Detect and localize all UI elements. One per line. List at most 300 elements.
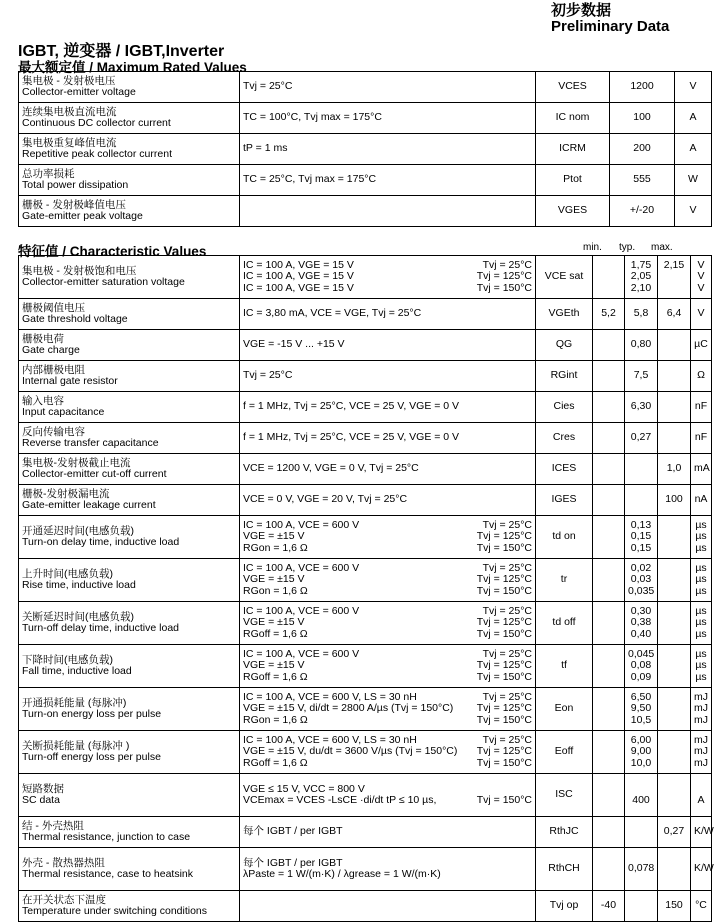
symbol-text: ISC xyxy=(555,788,573,801)
max-value xyxy=(661,531,687,543)
unit-cell xyxy=(691,891,712,922)
max-cell xyxy=(658,299,691,330)
typ-value: 6,30 xyxy=(630,400,652,413)
param-name-en: Internal gate resistor xyxy=(22,375,118,387)
param-name-en: Reverse transfer capacitance xyxy=(22,437,159,449)
table-row xyxy=(19,774,712,817)
max-value xyxy=(661,574,687,586)
param-name-cn: 反向传输电容 xyxy=(22,425,85,438)
symbol-cell xyxy=(536,516,593,559)
unit-value: nF xyxy=(694,400,708,413)
condition-cell xyxy=(240,688,536,731)
max-rated-table xyxy=(18,71,712,227)
min-cell xyxy=(593,602,625,645)
condition-text xyxy=(243,205,532,217)
min-value xyxy=(596,746,621,758)
unit-value: V xyxy=(697,307,705,320)
min-value xyxy=(596,574,621,586)
temperature-text: Tvj = 150°C xyxy=(476,541,532,554)
symbol-cell xyxy=(536,688,593,731)
unit-cell xyxy=(691,774,712,817)
max-value xyxy=(661,432,687,444)
condition-text: VGE ≤ 15 V, VCC = 800 V xyxy=(243,782,365,795)
temperature-text xyxy=(529,900,532,912)
condition-line xyxy=(243,432,532,444)
condition-text: VGE = ±15 V xyxy=(243,530,305,543)
param-name-en: Gate threshold voltage xyxy=(22,313,128,325)
temperature-text: Tvj = 125°C xyxy=(476,530,532,543)
param-name-en: Total power dissipation xyxy=(22,179,129,191)
unit-text: V xyxy=(689,204,697,217)
max-cell xyxy=(658,774,691,817)
param-name-cn: 开通损耗能量 (每脉冲) xyxy=(22,696,127,709)
table-row xyxy=(19,645,712,688)
param-name-en: Fall time, inductive load xyxy=(22,665,132,677)
symbol-text: Cres xyxy=(552,431,576,444)
unit-cell xyxy=(691,848,712,891)
table-row xyxy=(19,848,712,891)
table-row xyxy=(19,361,712,392)
temperature-text: Tvj = 150°C xyxy=(476,670,532,683)
symbol-cell xyxy=(536,423,593,454)
value-cell xyxy=(610,134,675,165)
condition-line xyxy=(243,900,532,912)
param-name-en: Thermal resistance, junction to case xyxy=(22,831,191,843)
unit-value: mJ xyxy=(694,702,708,715)
typ-value: 400 xyxy=(632,794,650,806)
min-value xyxy=(596,660,621,672)
param-name-cell xyxy=(19,423,240,454)
condition-line xyxy=(243,401,532,413)
param-name-cell xyxy=(19,559,240,602)
min-value xyxy=(596,271,621,283)
max-value xyxy=(661,660,687,672)
unit-value: nA xyxy=(694,493,708,506)
max-value: 100 xyxy=(665,493,683,506)
condition-text: f = 1 MHz, Tvj = 25°C, VCE = 25 V, VGE = 0 V xyxy=(243,400,460,413)
table-row xyxy=(19,330,712,361)
temperature-text: Tvj = 25°C xyxy=(482,690,532,703)
unit-value: µs xyxy=(695,616,707,629)
table-row xyxy=(19,299,712,330)
unit-value: µs xyxy=(695,627,707,640)
param-name-cell xyxy=(19,891,240,922)
param-name-cn: 连续集电极直流电流 xyxy=(22,105,117,118)
condition-line xyxy=(243,339,532,351)
unit-value: µs xyxy=(695,518,707,531)
unit-cell xyxy=(691,602,712,645)
param-name-cell xyxy=(19,645,240,688)
param-name-en: Turn-off delay time, inductive load xyxy=(22,622,179,634)
max-value: 150 xyxy=(665,899,683,912)
unit-value: °C xyxy=(695,899,707,912)
temperature-text xyxy=(529,308,532,320)
param-name-cell xyxy=(19,256,240,299)
unit-cell xyxy=(675,196,712,227)
max-value: 1,0 xyxy=(666,462,682,475)
typ-cell xyxy=(625,731,658,774)
unit-cell xyxy=(675,103,712,134)
condition-text: RGoff = 1,6 Ω xyxy=(243,756,308,769)
max-cell xyxy=(658,602,691,645)
max-cell xyxy=(658,645,691,688)
condition-text: Tvj = 25°C xyxy=(243,80,293,93)
param-name-cn: 关断延迟时间(电感负载) xyxy=(22,610,134,623)
unit-value: µs xyxy=(695,670,707,683)
col-min-header: min. xyxy=(583,242,602,253)
unit-cell xyxy=(691,423,712,454)
value-text: 200 xyxy=(633,142,651,155)
condition-text: IC = 3,80 mA, VCE = VGE, Tvj = 25°C xyxy=(243,307,422,320)
param-name-en: Collector-emitter saturation voltage xyxy=(22,276,185,288)
unit-value: mA xyxy=(694,462,710,475)
param-name-en: Rise time, inductive load xyxy=(22,579,136,591)
min-cell xyxy=(593,817,625,848)
typ-value: 0,09 xyxy=(630,670,652,683)
typ-value xyxy=(628,494,654,506)
preliminary-label xyxy=(551,3,669,35)
unit-text: V xyxy=(689,80,697,93)
max-rated-title: 最大额定值 / Maximum Rated Values xyxy=(18,60,247,75)
symbol-text: IC nom xyxy=(555,111,590,124)
temperature-text: Tvj = 25°C xyxy=(482,647,532,660)
condition-text: IC = 100 A, VGE = 15 V xyxy=(243,281,354,294)
param-name-en: Turn-on energy loss per pulse xyxy=(22,708,162,720)
unit-value: V xyxy=(697,270,705,283)
condition-text: RGon = 1,6 Ω xyxy=(243,584,308,597)
unit-value: mJ xyxy=(694,690,708,703)
typ-value: 10,0 xyxy=(630,756,652,769)
param-name-cell xyxy=(19,731,240,774)
param-name-cell xyxy=(19,516,240,559)
temperature-text xyxy=(529,869,532,881)
unit-cell xyxy=(691,256,712,299)
param-name-cn: 结 - 外壳热阻 xyxy=(22,819,84,832)
symbol-text: RthCH xyxy=(548,862,580,875)
document-title: IGBT, 逆变器 / IGBT,Inverter xyxy=(18,43,225,60)
unit-cell xyxy=(691,392,712,423)
typ-cell xyxy=(625,891,658,922)
symbol-text: Tvj op xyxy=(549,899,579,912)
param-name-cn: 上升时间(电感负载) xyxy=(22,567,113,580)
value-cell xyxy=(610,165,675,196)
typ-value: 9,00 xyxy=(630,745,652,758)
typ-value xyxy=(628,826,654,838)
condition-text: VGE = ±15 V, du/dt = 3600 V/µs (Tvj = 150°C) xyxy=(243,745,458,758)
typ-value: 9,50 xyxy=(630,702,652,715)
char-values-title: 特征值 / Characteristic Values xyxy=(18,244,207,259)
min-value xyxy=(596,494,621,506)
unit-text: W xyxy=(688,173,698,186)
min-cell xyxy=(593,645,625,688)
typ-value: 0,27 xyxy=(630,431,652,444)
symbol-cell xyxy=(536,361,593,392)
unit-value: A xyxy=(697,794,705,806)
symbol-text: Cies xyxy=(553,400,575,413)
max-cell xyxy=(658,516,691,559)
typ-value: 6,50 xyxy=(630,690,652,703)
symbol-cell xyxy=(536,196,610,227)
unit-value: µs xyxy=(695,604,707,617)
min-value xyxy=(596,531,621,543)
max-cell xyxy=(658,454,691,485)
condition-line xyxy=(243,283,532,295)
unit-text: A xyxy=(689,111,697,124)
col-typ-header: typ. xyxy=(619,242,636,253)
unit-cell xyxy=(691,454,712,485)
symbol-text: VCE sat xyxy=(544,270,584,283)
param-name-cn: 栅极 - 发射极峰值电压 xyxy=(22,198,126,211)
min-value: 5,2 xyxy=(601,307,616,320)
condition-text: IC = 100 A, VGE = 15 V xyxy=(243,258,354,271)
max-value xyxy=(661,370,687,382)
table-row xyxy=(19,516,712,559)
param-name-en: Gate-emitter peak voltage xyxy=(22,210,143,222)
param-name-en: Continuous DC collector current xyxy=(22,117,171,129)
table-row xyxy=(19,165,712,196)
param-name-en: Input capacitance xyxy=(22,406,105,418)
condition-text: 每个 IGBT / per IGBT xyxy=(243,856,343,869)
condition-cell xyxy=(240,361,536,392)
symbol-cell xyxy=(536,454,593,485)
symbol-cell xyxy=(536,485,593,516)
typ-cell xyxy=(625,392,658,423)
table-row xyxy=(19,602,712,645)
max-cell xyxy=(658,731,691,774)
max-value: 6,4 xyxy=(666,307,682,320)
max-cell xyxy=(658,361,691,392)
condition-cell xyxy=(240,256,536,299)
unit-cell xyxy=(675,165,712,196)
param-name-en: Repetitive peak collector current xyxy=(22,148,172,160)
typ-value: 10,5 xyxy=(630,713,652,726)
max-cell xyxy=(658,485,691,516)
param-name-en: Turn-on delay time, inductive load xyxy=(22,536,180,548)
condition-text: RGoff = 1,6 Ω xyxy=(243,627,308,640)
param-name-cell xyxy=(19,817,240,848)
symbol-cell xyxy=(536,891,593,922)
min-value xyxy=(596,339,621,351)
condition-text: tP = 1 ms xyxy=(243,142,288,155)
temperature-text: Tvj = 25°C xyxy=(482,258,532,271)
unit-value: µC xyxy=(694,338,708,351)
unit-value: µs xyxy=(695,647,707,660)
min-value xyxy=(596,703,621,715)
condition-text: VGE = ±15 V xyxy=(243,616,305,629)
min-value xyxy=(596,463,621,475)
condition-cell xyxy=(240,454,536,485)
condition-text: IC = 100 A, VCE = 600 V xyxy=(243,561,360,574)
typ-cell xyxy=(625,817,658,848)
unit-cell xyxy=(691,330,712,361)
table-row xyxy=(19,392,712,423)
max-value xyxy=(661,703,687,715)
typ-cell xyxy=(625,299,658,330)
unit-value: K/W xyxy=(694,862,714,875)
min-cell xyxy=(593,731,625,774)
temperature-text: Tvj = 125°C xyxy=(476,702,532,715)
condition-text: Tvj = 25°C xyxy=(243,369,293,382)
symbol-text: VCES xyxy=(558,80,587,93)
typ-value: 5,8 xyxy=(633,307,649,320)
param-name-en: Temperature under switching conditions xyxy=(22,905,208,917)
condition-cell xyxy=(240,774,536,817)
max-value xyxy=(661,617,687,629)
condition-cell xyxy=(240,299,536,330)
condition-text: VGE = ±15 V xyxy=(243,659,305,672)
temperature-text: Tvj = 150°C xyxy=(476,281,532,294)
temperature-text: Tvj = 125°C xyxy=(476,573,532,586)
condition-text: VCEmax = VCES -LsCE ·di/dt tP ≤ 10 µs, xyxy=(243,794,437,806)
param-name-cn: 集电极 - 发射极饱和电压 xyxy=(22,264,137,277)
symbol-text: ICRM xyxy=(559,142,586,155)
table-row xyxy=(19,256,712,299)
temperature-text: Tvj = 25°C xyxy=(482,604,532,617)
symbol-text: Eon xyxy=(554,702,574,715)
symbol-cell xyxy=(536,848,593,891)
param-name-cell xyxy=(19,392,240,423)
symbol-cell xyxy=(536,103,610,134)
min-cell xyxy=(593,485,625,516)
param-name-cell xyxy=(19,454,240,485)
min-cell xyxy=(593,454,625,485)
condition-line xyxy=(243,586,532,598)
condition-line xyxy=(243,308,532,320)
typ-value: 0,40 xyxy=(630,627,652,640)
condition-cell xyxy=(240,731,536,774)
value-cell xyxy=(610,103,675,134)
symbol-cell xyxy=(536,134,610,165)
min-value xyxy=(596,863,621,875)
value-text: 555 xyxy=(633,173,651,186)
temperature-text xyxy=(529,339,532,351)
condition-cell xyxy=(240,72,536,103)
condition-text: VGE = -15 V ... +15 V xyxy=(243,338,345,351)
symbol-cell xyxy=(536,330,593,361)
param-name-cn: 下降时间(电感负载) xyxy=(22,653,113,666)
param-name-cn: 集电极-发射极截止电流 xyxy=(22,456,131,469)
table-row xyxy=(19,454,712,485)
min-cell xyxy=(593,774,625,817)
typ-value: 0,13 xyxy=(630,518,652,531)
unit-value: µs xyxy=(695,584,707,597)
condition-cell xyxy=(240,423,536,454)
min-cell xyxy=(593,516,625,559)
symbol-cell xyxy=(536,731,593,774)
condition-text: VGE = ±15 V xyxy=(243,573,305,586)
param-name-en: Collector-emitter voltage xyxy=(22,86,136,98)
condition-cell xyxy=(240,817,536,848)
condition-line xyxy=(243,463,532,475)
condition-line xyxy=(243,826,532,838)
unit-value: mJ xyxy=(694,745,708,758)
table-row xyxy=(19,423,712,454)
condition-cell xyxy=(240,645,536,688)
temperature-text xyxy=(529,463,532,475)
condition-cell xyxy=(240,392,536,423)
param-name-cell xyxy=(19,299,240,330)
typ-cell xyxy=(625,848,658,891)
temperature-text: Tvj = 25°C xyxy=(482,561,532,574)
min-cell xyxy=(593,256,625,299)
typ-value: 0,15 xyxy=(630,530,652,543)
temperature-text: Tvj = 150°C xyxy=(476,794,532,806)
unit-value: µs xyxy=(695,573,707,586)
min-value xyxy=(596,401,621,413)
condition-line xyxy=(243,869,532,881)
temperature-text xyxy=(529,401,532,413)
temperature-text: Tvj = 25°C xyxy=(482,733,532,746)
param-name-cn: 短路数据 xyxy=(22,782,64,795)
max-cell xyxy=(658,392,691,423)
max-value xyxy=(661,283,687,295)
symbol-cell xyxy=(536,645,593,688)
param-name-cell xyxy=(19,774,240,817)
condition-text xyxy=(243,900,246,912)
max-value: 0,27 xyxy=(663,825,685,838)
param-name-cn: 在开关状态下温度 xyxy=(22,893,106,906)
value-cell xyxy=(610,72,675,103)
min-value: -40 xyxy=(600,899,617,912)
condition-text: TC = 25°C, Tvj max = 175°C xyxy=(243,173,377,186)
max-cell xyxy=(658,891,691,922)
table-row xyxy=(19,688,712,731)
condition-text: RGoff = 1,6 Ω xyxy=(243,670,308,683)
condition-line xyxy=(243,370,532,382)
temperature-text: Tvj = 150°C xyxy=(476,584,532,597)
max-value xyxy=(661,746,687,758)
param-name-cn: 栅极阈值电压 xyxy=(22,301,85,314)
typ-value: 6,00 xyxy=(630,733,652,746)
unit-cell xyxy=(691,731,712,774)
symbol-text: Eoff xyxy=(554,745,574,758)
param-name-cn: 外壳 - 散热器热阻 xyxy=(22,856,105,869)
typ-value: 2,05 xyxy=(630,270,652,283)
condition-cell xyxy=(240,485,536,516)
unit-value: mJ xyxy=(694,756,708,769)
max-cell xyxy=(658,256,691,299)
param-name-cell xyxy=(19,602,240,645)
min-cell xyxy=(593,330,625,361)
value-text: +/-20 xyxy=(629,204,655,217)
max-cell xyxy=(658,848,691,891)
symbol-cell xyxy=(536,299,593,330)
max-value: 2,15 xyxy=(663,258,685,271)
max-value xyxy=(661,863,687,875)
param-name-cn: 输入电容 xyxy=(22,394,64,407)
condition-text: IC = 100 A, VCE = 600 V xyxy=(243,604,360,617)
condition-line xyxy=(243,795,532,807)
typ-value xyxy=(628,463,654,475)
unit-cell xyxy=(675,72,712,103)
unit-value: µs xyxy=(695,561,707,574)
typ-value: 0,80 xyxy=(630,338,652,351)
typ-value: 0,08 xyxy=(630,659,652,672)
max-value xyxy=(661,339,687,351)
param-name-cell xyxy=(19,72,240,103)
symbol-cell xyxy=(536,165,610,196)
param-name-en: Collector-emitter cut-off current xyxy=(22,468,167,480)
unit-value: Ω xyxy=(697,369,705,382)
condition-cell xyxy=(240,891,536,922)
table-row xyxy=(19,817,712,848)
max-value xyxy=(661,789,687,801)
unit-cell xyxy=(691,559,712,602)
param-name-cell xyxy=(19,330,240,361)
condition-text: IC = 100 A, VCE = 600 V, LS = 30 nH xyxy=(243,733,417,746)
max-cell xyxy=(658,688,691,731)
condition-cell xyxy=(240,330,536,361)
